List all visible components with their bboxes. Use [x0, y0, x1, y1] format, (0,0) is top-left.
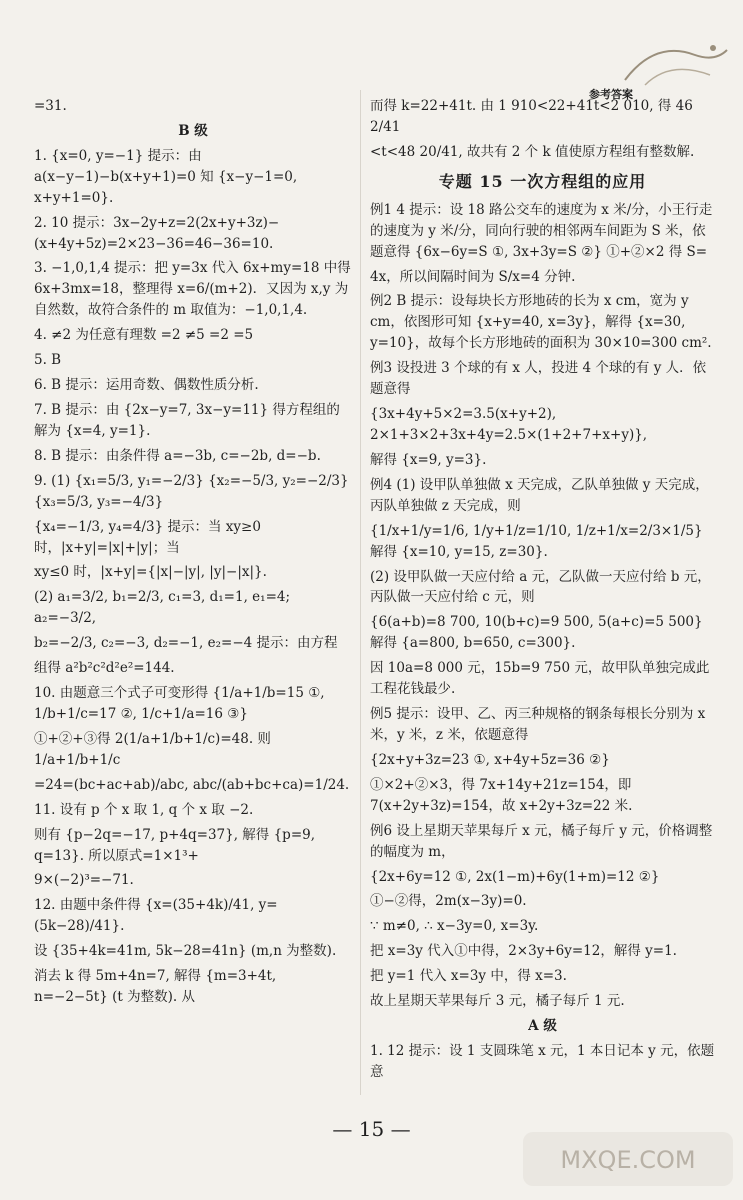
left-item-12b: 设 {35+4k=41m, 5k−28=41n} (m,n 为整数). [34, 943, 337, 960]
example-4c: (2) 设甲队做一天应付给 a 元，乙队做一天应付给 b 元，丙队做一天应付给 c 元，则 [370, 568, 711, 606]
example-4a: 例4 (1) 设甲队单独做 x 天完成，乙队单独做 y 天完成，丙队单独做 z 天完成，则 [370, 476, 709, 514]
left-item-9d: (2) a₁=3/2, b₁=2/3, c₁=3, d₁=1, e₁=4; a₂=−3/2, [34, 589, 291, 627]
right-column [370, 96, 715, 1087]
left-item-10c: =24=(bc+ac+ab)/abc, abc/(ab+bc+ca)=1/24. [34, 776, 350, 793]
example-4b: {1/x+1/y=1/6, 1/y+1/z=1/10, 1/z+1/x=2/3×1/5} 解得 {x=10, y=15, z=30}. [370, 522, 703, 560]
example-6e: 把 x=3y 代入①中得，2×3y+6y=12，解得 y=1. [370, 943, 677, 960]
column-divider [360, 90, 361, 1095]
example-2: 例2 B 提示：设每块长方形地砖的长为 x cm，宽为 y cm，依图形可知 {x+y=40, x=3y}，解得 {x=30, y=10}，故每个长方形地砖的面积为 30×10=300 cm². [370, 293, 712, 352]
left-item-5: 5. B [34, 352, 62, 369]
example-6b: {2x+6y=12 ①, 2x(1−m)+6y(1+m)=12 ②} [370, 868, 660, 885]
left-item-12c: 消去 k 得 5m+4n=7, 解得 {m=3+4t, n=−2−5t} (t 为整数). 从 [34, 968, 277, 1006]
example-4d: {6(a+b)=8 700, 10(b+c)=9 500, 5(a+c)=5 500} 解得 {a=800, b=650, c=300}. [370, 614, 703, 652]
example-4e: 因 10a=8 000 元，15b=9 750 元，故甲队单独完成此工程花钱最少. [370, 660, 710, 698]
header-label: 参考答案 [589, 88, 633, 101]
left-item-11b: 则有 {p−2q=−17, p+4q=37}, 解得 {p=9, q=13}. 所以原式=1×1³+ [34, 826, 316, 864]
watermark-logo [523, 1124, 733, 1194]
left-item-11a: 11. 设有 p 个 x 取 1, q 个 x 取 −2. [34, 801, 254, 818]
example-5b: {2x+y+3z=23 ①, x+4y+5z=36 ②} [370, 751, 610, 768]
example-6g: 故上星期天苹果每斤 3 元，橘子每斤 1 元. [370, 993, 625, 1010]
a-level-item-1: 1. 12 提示：设 1 支圆珠笔 x 元，1 本日记本 y 元，依题意 [370, 1042, 715, 1080]
example-5c: ①×2+②×3，得 7x+14y+21z=154，即 7(x+2y+3z)=154，故 x+2y+3z=22 米. [370, 776, 633, 814]
header-ornament [615, 30, 735, 104]
heading-a-level: A 级 [528, 1018, 557, 1035]
example-3a: 例3 设投进 3 个球的有 x 人，投进 4 个球的有 y 人．依题意得 [370, 360, 707, 398]
left-item-9f: 组得 a²b²c²d²e²=144. [34, 660, 175, 677]
left-item-10b: ①+②+③得 2(1/a+1/b+1/c)=48. 则 1/a+1/b+1/c [34, 730, 271, 768]
left-item-6: 6. B 提示：运用奇数、偶数性质分析. [34, 377, 259, 394]
right-line-0: 而得 k=22+41t. 由 1 910<22+41t<2 010, 得 46 2/41 [370, 98, 693, 135]
left-item-9a: 9. (1) {x₁=5/3, y₁=−2/3} {x₂=−5/3, y₂=−2/3} {x₃=5/3, y₃=−4/3} [34, 472, 349, 510]
left-item-4: 4. ≠2 为任意有理数 =2 ≠5 =2 =5 [34, 327, 254, 344]
left-item-8: 8. B 提示：由条件得 a=−3b, c=−2b, d=−b. [34, 447, 321, 464]
left-column [34, 96, 352, 1012]
left-item-12a: 12. 由题中条件得 {x=(35+4k)/41, y=(5k−28)/41}. [34, 897, 278, 935]
example-5a: 例5 提示：设甲、乙、丙三种规格的钢条每根长分别为 x 米，y 米，z 米，依题意得 [370, 706, 706, 743]
left-item-9c: xy≤0 时，|x+y|={|x|−|y|, |y|−|x|}. [34, 564, 267, 581]
example-6c: ①−②得，2m(x−3y)=0. [370, 893, 527, 910]
left-item-9e: b₂=−2/3, c₂=−3, d₂=−1, e₂=−4 提示：由方程 [34, 635, 338, 652]
left-item-2: 2. 10 提示：3x−2y+z=2(2x+y+3z)−(x+4y+5z)=2×23−36=46−36=10. [34, 214, 280, 252]
example-6f: 把 y=1 代入 x=3y 中，得 x=3. [370, 968, 567, 985]
example-3c: 解得 {x=9, y=3}. [370, 451, 487, 468]
left-item-9b: {x₄=−1/3, y₄=4/3} 提示：当 xy≥0 时，|x+y|=|x|+|y|；当 [34, 518, 261, 556]
left-item-7: 7. B 提示：由 {2x−y=7, 3x−y=11} 得方程组的解为 {x=4, y=1}. [34, 401, 340, 439]
watermark-text: MXQE.COM [560, 1146, 696, 1174]
left-line-0: =31. [34, 98, 67, 114]
left-item-3: 3. −1,0,1,4 提示：把 y=3x 代入 6x+my=18 中得 6x+3mx=18，整理得 x=6/(m+2)．又因为 x,y 为自然数，故符合条件的 m 取值为：−1,0,1,4. [34, 260, 351, 319]
left-item-11c: 9×(−2)³=−71. [34, 872, 134, 889]
left-heading-b-level: B 级 [178, 122, 208, 139]
section-title: 专题 15 一次方程组的应用 [438, 171, 647, 191]
example-3b: {3x+4y+5×2=3.5(x+y+2), 2×1+3×2+3x+4y=2.5×(1+2+7+x+y)}, [370, 406, 648, 443]
example-1b: 4x，所以间隔时间为 S/x=4 分钟. [370, 268, 576, 285]
example-6a: 例6 设上星期天苹果每斤 x 元，橘子每斤 y 元，价格调整的幅度为 m， [370, 822, 713, 860]
right-line-1: <t<48 20/41, 故共有 2 个 k 值使原方程组有整数解. [370, 143, 695, 160]
example-6d: ∵ m≠0, ∴ x−3y=0, x=3y. [370, 918, 539, 935]
page-number: — 15 — [332, 1117, 411, 1141]
example-1a: 例1 4 提示：设 18 路公交车的速度为 x 米/分，小王行走的速度为 y 米/分，同向行驶的相邻两车间距为 S 米，依题意得 {6x−6y=S ①, 3x+3y=S ②} ①+②×2 得 S= [370, 201, 713, 260]
left-item-10a: 10. 由题意三个式子可变形得 {1/a+1/b=15 ①, 1/b+1/c=17 ②, 1/c+1/a=16 ③} [34, 685, 325, 722]
left-item-1: 1. {x=0, y=−1} 提示：由 a(x−y−1)−b(x+y+1)=0 知 {x−y−1=0, x+y+1=0}. [34, 147, 298, 206]
